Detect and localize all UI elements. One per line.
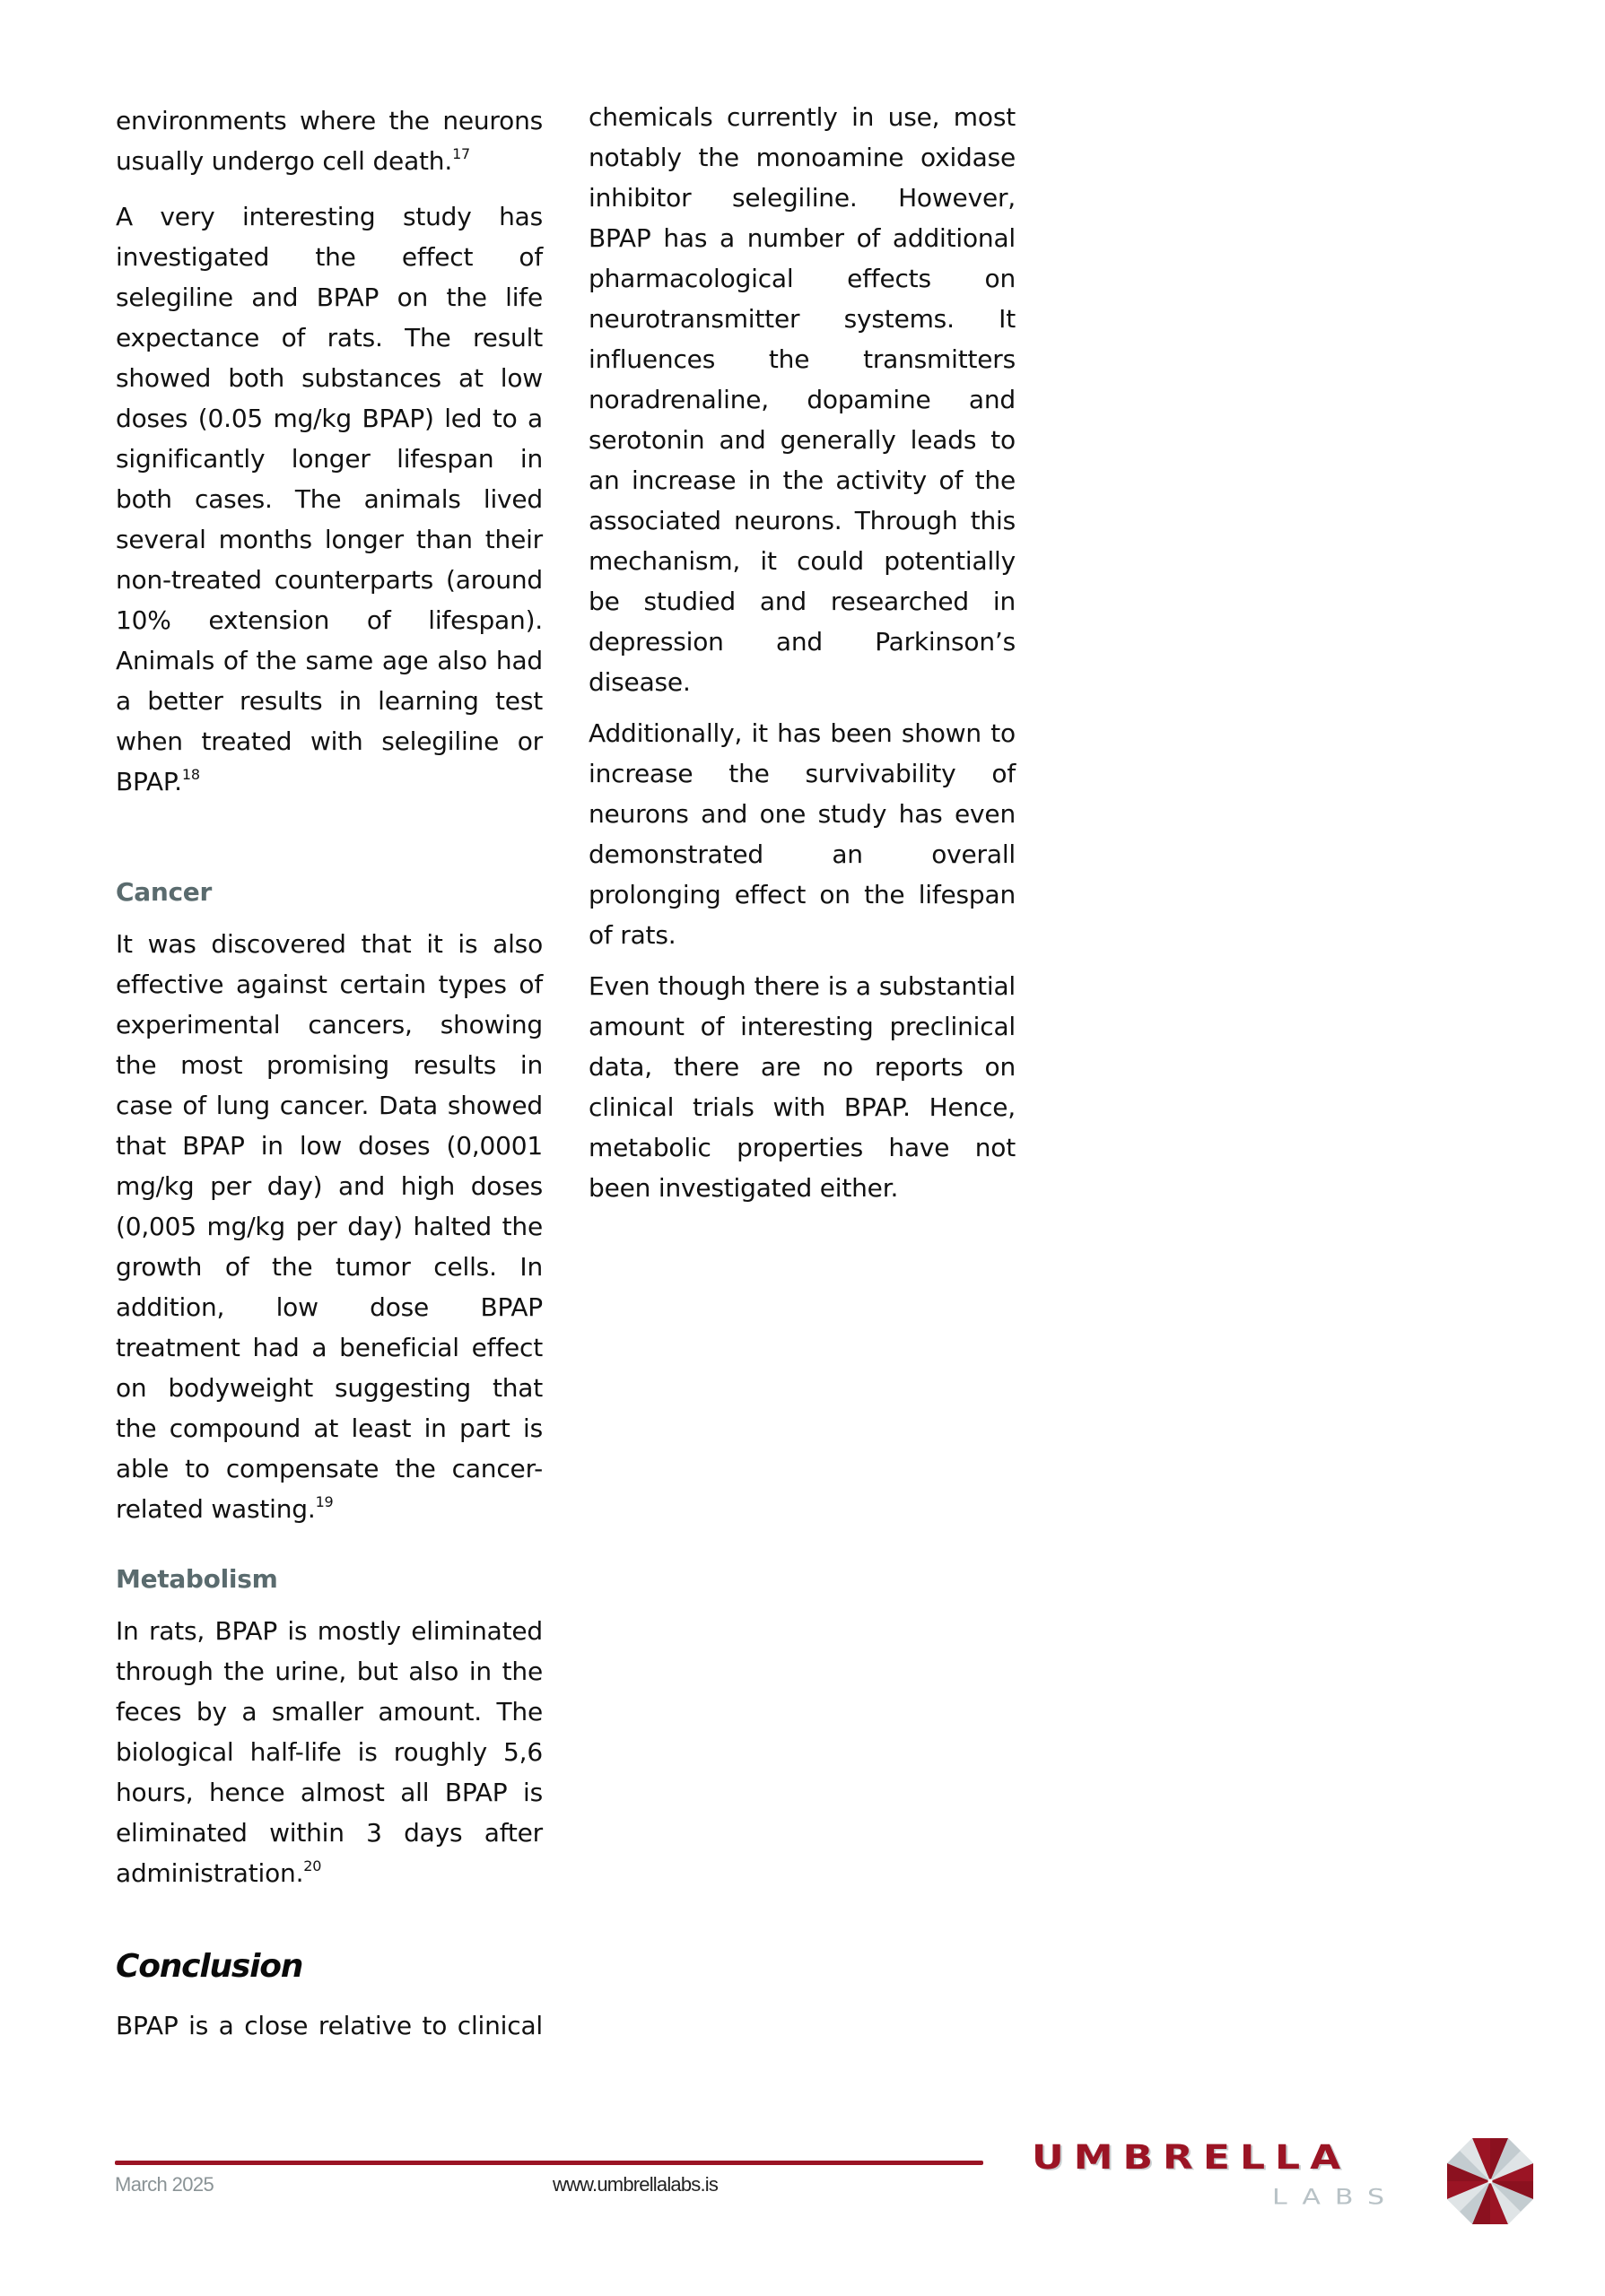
footnote-ref[interactable]: 17 [452, 144, 471, 162]
footer-date: March 2025 [115, 2173, 214, 2196]
paragraph-lifespan [116, 196, 543, 802]
left-column [116, 100, 543, 181]
footnote-ref[interactable]: 19 [315, 1492, 334, 1510]
footer-divider [115, 2161, 983, 2165]
paragraph-clinical-trials: Even though there is a substantial amount of interesting preclinical data, there are no reports on clinical trials with BPAP. Hence, metabolic properties have not been investigated either. [589, 971, 1016, 1203]
footnote-ref[interactable]: 20 [303, 1857, 322, 1874]
cancer-section [116, 872, 543, 1529]
paragraph-text: It was discovered that it is also effective against certain types of experimental cancers, showing the most promising results in case of lung cancer. Data showed that BPAP in low doses (0,0001 mg/kg per day) and high doses (0,005 mg/kg per day) halted the growth of the tumor cells. In addition, low dose BPAP treatment had a beneficial effect on bodyweight suggesting that the compound at least in part is able to compensate the cancer-related wasting. [116, 929, 543, 1524]
paragraph-conclusion: BPAP is a close relative to clinical [116, 2011, 543, 2040]
section-heading-conclusion: Conclusion [116, 1948, 303, 1985]
paragraph-text: In rats, BPAP is mostly eliminated through the urine, but also in the feces by a smaller amount. The biological half-life is roughly 5,6 hours, hence almost all BPAP is eliminated within 3 days after administration. [116, 1616, 543, 1888]
metabolism-section [116, 1559, 543, 1893]
paragraph-neuron-death [116, 100, 543, 181]
logo-wordmark: UMBRELLA [1032, 2138, 1351, 2178]
lifespan-paragraph-block [116, 196, 543, 802]
paragraph-survivability: Additionally, it has been shown to increase the survivability of neurons and one study has even demonstrated an overall prolonging effect on the lifespan of rats. [589, 718, 1016, 950]
paragraph-text: A very interesting study has investigated the effect of selegiline and BPAP on the life expectance of rats. The result showed both substances at low doses (0.05 mg/kg BPAP) led to a significantly longer lifespan in both cases. The animals lived several months longer than their non-treated counterparts (around 10% extension of lifespan). Animals of the same age also had a better results in learning test when treated with selegiline or BPAP. [116, 202, 543, 796]
section-heading-cancer: Cancer [116, 877, 212, 907]
logo-subtitle: LABS [1272, 2185, 1400, 2210]
footer-website-link[interactable]: www.umbrellalabs.is [553, 2173, 719, 2196]
paragraph-metabolism [116, 1611, 543, 1893]
footnote-ref[interactable]: 18 [181, 765, 200, 783]
paragraph-cancer [116, 924, 543, 1529]
umbrella-logo-icon [1440, 2131, 1540, 2231]
paragraph-pharmacology: chemicals currently in use, most notably the monoamine oxidase inhibitor selegiline. However, BPAP has a number of additional pharmacological effects on neurotransmitter systems. It influences the transmitters noradrenaline, dopamine and serotonin and generally leads to an increase in the activity of the associated neurons. Through this mechanism, it could potentially be studied and researched in depression and Parkinson’s disease. [589, 102, 1016, 697]
conclusion-section [116, 1944, 543, 2046]
right-column [589, 97, 1016, 1208]
umbrella-center [1488, 2179, 1493, 2184]
section-heading-metabolism: Metabolism [116, 1564, 278, 1594]
paragraph-text: environments where the neurons usually undergo cell death. [116, 106, 543, 176]
umbrella-segments [1447, 2138, 1533, 2224]
